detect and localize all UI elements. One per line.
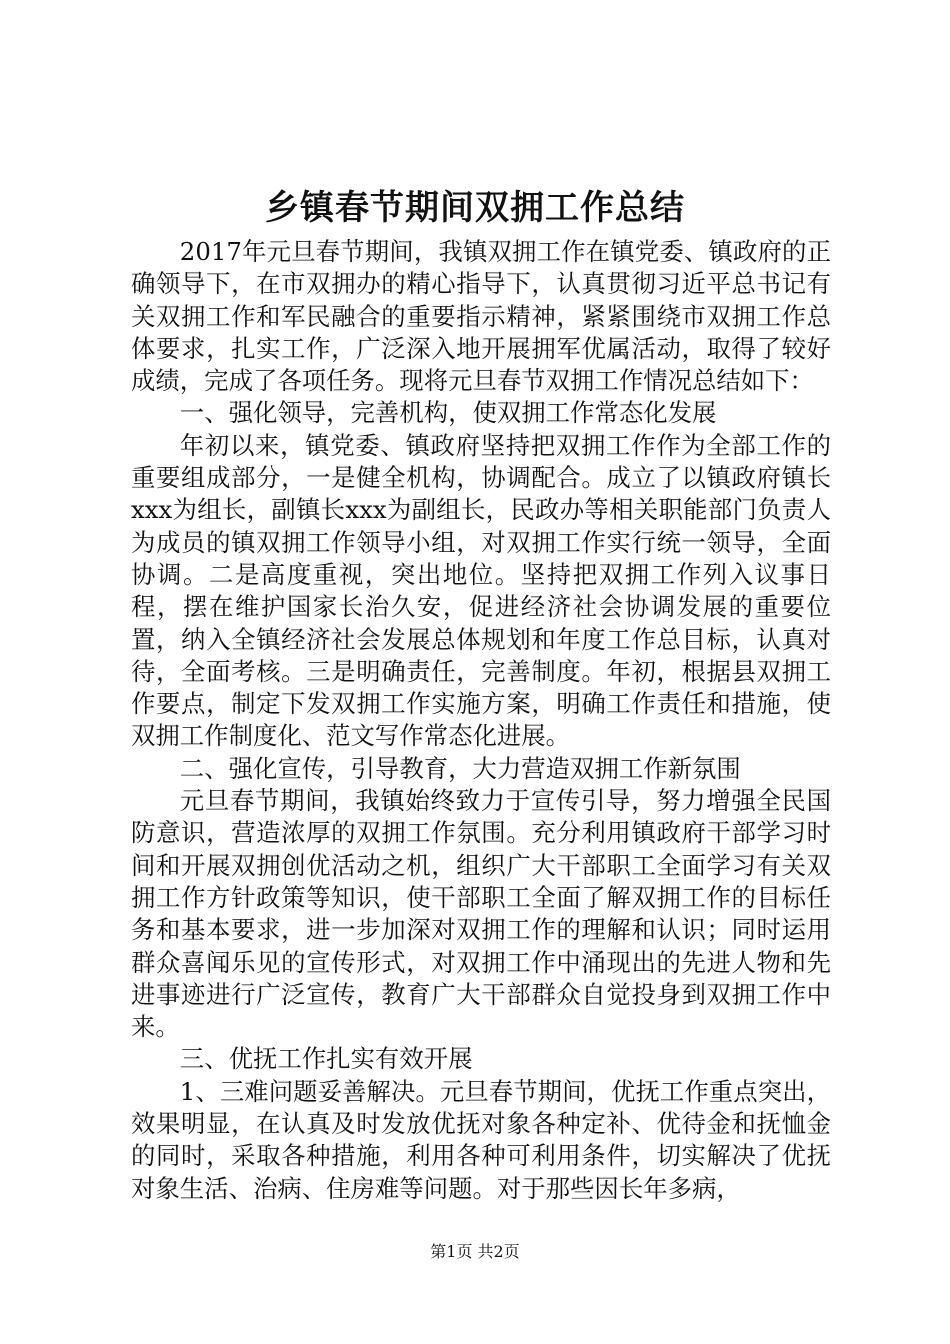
paragraph-section-1: 年初以来，镇党委、镇政府坚持把双拥工作作为全部工作的重要组成部分，一是健全机构，协调配合。成立了以镇政府镇长xxx为组长，副镇长xxx为副组长，民政办等相关职能部门负责人为成员的镇双拥工作领导小组，对双拥工作实行统一领导，全面协调。二是高度重视，突出地位。坚持把双拥工作列入议事日程，摆在维护国家长治久安，促进经济社会协调发展的重要位置，纳入全镇经济社会发展总体规划和年度工作总目标，认真对待，全面考核。三是明确责任，完善制度。年初，根据县双拥工作要点，制定下发双拥工作实施方案，明确工作责任和措施，使双拥工作制度化、范文写作常态化进展。: [131, 430, 831, 751]
document-body: [131, 236, 831, 1205]
document-title: 乡镇春节期间双拥工作总结: [265, 188, 685, 228]
section-heading-1: 一、强化领导，完善机构，使双拥工作常态化发展: [179, 398, 717, 428]
paragraph-section-3: 1、三难问题妥善解决。元旦春节期间，优抚工作重点突出，效果明显，在认真及时发放优抚对象各种定补、优待金和抚恤金的同时，采取各种措施，利用各种可利用条件，切实解决了优抚对象生活、治病、住房难等问题。对于那些因长年多病，: [131, 1076, 831, 1203]
page-footer: 第1页 共2页: [430, 1242, 520, 1261]
paragraph-section-2: 元旦春节期间，我镇始终致力于宣传引导，努力增强全民国防意识，营造浓厚的双拥工作氛围。充分利用镇政府干部学习时间和开展双拥创优活动之机，组织广大干部职工全面学习有关双拥工作方针政策等知识，使干部职工全面了解双拥工作的目标任务和基本要求，进一步加深对双拥工作的理解和认识；同时运用群众喜闻乐见的宣传形式，对双拥工作中涌现出的先进人物和先进事迹进行广泛宣传，教育广大干部群众自觉投身到双拥工作中来。: [131, 786, 831, 1042]
section-heading-3: 三、优抚工作扎实有效开展: [179, 1044, 473, 1074]
paragraph-intro: 2017年元旦春节期间，我镇双拥工作在镇党委、镇政府的正确领导下，在市双拥办的精心指导下，认真贯彻习近平总书记有关双拥工作和军民融合的重要指示精神，紧紧围绕市双拥工作总体要求，扎实工作，广泛深入地开展拥军优属活动，取得了较好成绩，完成了各项任务。现将元旦春节双拥工作情况总结如下：: [131, 237, 831, 396]
section-heading-2: 二、强化宣传，引导教育，大力营造双拥工作新氛围: [179, 753, 741, 783]
